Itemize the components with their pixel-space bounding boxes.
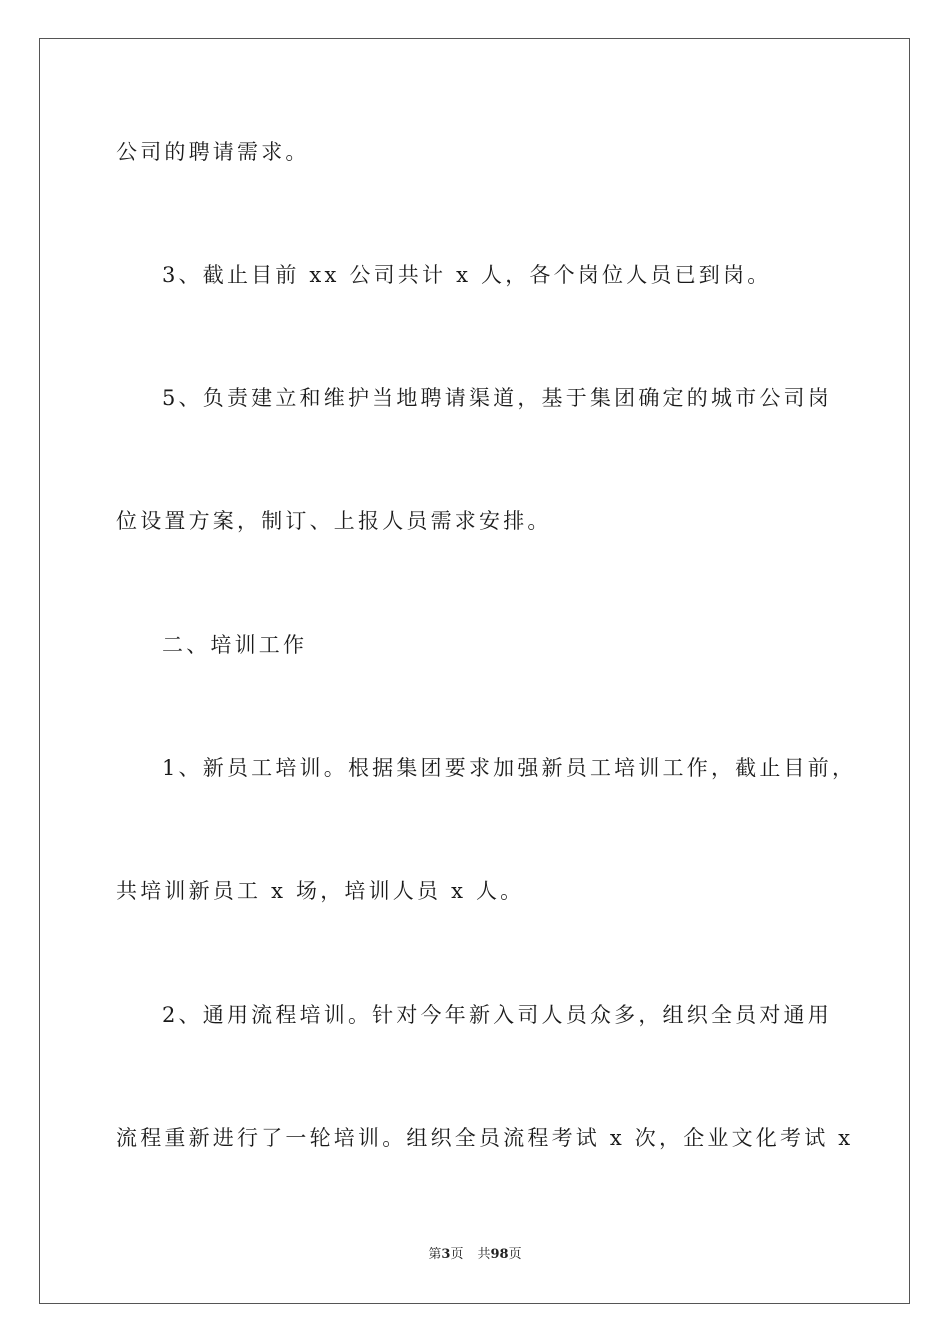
page-suffix: 页 bbox=[450, 1247, 464, 1262]
paragraph-5-recruitment-channels: 5、负责建立和维护当地聘请渠道，基于集团确定的城市公司岗 bbox=[162, 386, 832, 410]
page-border bbox=[39, 38, 910, 1304]
text-line-7: 共培训新员工 x 场，培训人员 x 人。 bbox=[116, 879, 525, 903]
total-prefix: 共 bbox=[477, 1247, 491, 1262]
page-prefix: 第 bbox=[428, 1247, 442, 1262]
page-number: 3 bbox=[441, 1247, 451, 1262]
text-line-9: 流程重新进行了一轮培训。组织全员流程考试 x 次，企业文化考试 x bbox=[116, 1126, 854, 1150]
paragraph-1-new-employee-training: 1、新员工培训。根据集团要求加强新员工培训工作，截止目前， bbox=[162, 756, 857, 780]
paragraph-3-recruitment-count: 3、截止目前 xx 公司共计 x 人，各个岗位人员已到岗。 bbox=[162, 263, 772, 287]
text-line-4: 位设置方案，制订、上报人员需求安排。 bbox=[116, 509, 552, 533]
total-suffix: 页 bbox=[508, 1247, 522, 1262]
section-heading-training: 二、培训工作 bbox=[162, 633, 308, 657]
text-line-1: 公司的聘请需求。 bbox=[116, 140, 310, 164]
paragraph-2-process-training: 2、通用流程培训。针对今年新入司人员众多，组织全员对通用 bbox=[162, 1003, 832, 1027]
page-footer bbox=[0, 1246, 950, 1264]
total-pages: 98 bbox=[490, 1247, 509, 1262]
